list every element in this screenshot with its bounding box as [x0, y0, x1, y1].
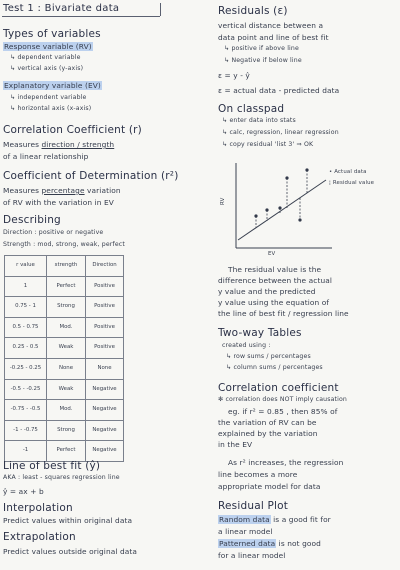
table-header: strength — [47, 256, 86, 277]
table-cell: Weak — [47, 379, 86, 400]
table-cell: Strong — [47, 420, 86, 441]
explanatory-axis: ↳ horizontal axis (x-axis) — [10, 105, 92, 112]
example-line-3: explained by the variation — [218, 429, 318, 438]
table-header-row — [5, 256, 124, 277]
table-cell: -0.5 - -0.25 — [5, 379, 47, 400]
table-cell: Positive — [86, 317, 124, 338]
table-row — [5, 379, 124, 400]
table-cell: Positive — [86, 297, 124, 318]
twoway-heading: Two-way Tables — [218, 327, 302, 339]
residuals-equation: ε = y - ŷ — [218, 71, 250, 80]
describing-heading: Describing — [3, 214, 61, 226]
residual-plot-line-3: Patterned data is not good — [219, 539, 321, 548]
table-cell: Perfect — [47, 441, 86, 462]
data-point — [298, 218, 301, 221]
table-cell: Positive — [86, 338, 124, 359]
table-row — [5, 276, 124, 297]
table-cell: None — [86, 358, 124, 379]
example-line-1: eg. if r² = 0.85 , then 85% of — [228, 407, 338, 416]
residual-plot-line-2: a linear model — [218, 527, 273, 536]
response-variable-label: Response variable (RV) — [4, 42, 92, 51]
graph-legend-residual: ¦ Residual value — [329, 180, 375, 186]
table-cell: Negative — [86, 441, 124, 462]
interpolation-heading: Interpolation — [3, 502, 73, 514]
table-row — [5, 358, 124, 379]
table-cell: 0.25 - 0.5 — [5, 338, 47, 359]
residuals-negative: ↳ Negative if below line — [224, 57, 302, 64]
table-row — [5, 317, 124, 338]
data-point — [265, 208, 268, 211]
example-line-2: the variation of RV can be — [218, 418, 317, 427]
residual-para-5: the line of best fit / regression line — [218, 309, 349, 318]
response-dependent: ↳ dependent variable — [10, 54, 81, 61]
corr-heading: Correlation Coefficient (r) — [3, 124, 142, 136]
twoway-col: ↳ column sums / percentages — [226, 364, 323, 371]
table-cell: 1 — [5, 276, 47, 297]
lobf-equation: ŷ = ax + b — [3, 487, 44, 496]
table-row — [5, 400, 124, 421]
table-cell: Negative — [86, 400, 124, 421]
table-cell: -1 - -0.75 — [5, 420, 47, 441]
corr-desc-1: Measures direction / strength — [3, 140, 115, 149]
residuals-equation-words: ε = actual data - predicted data — [218, 86, 340, 95]
table-header: Direction — [86, 256, 124, 277]
table-cell: Negative — [86, 420, 124, 441]
table-cell: -0.25 - 0.25 — [5, 358, 47, 379]
table-header: r value — [5, 256, 47, 277]
data-point — [254, 214, 257, 217]
types-heading: Types of variables — [3, 28, 101, 40]
direction-line: Direction : positive or negative — [3, 229, 104, 236]
residual-para-2: difference between the actual — [218, 276, 333, 285]
table-cell: 0.5 - 0.75 — [5, 317, 47, 338]
table-cell: Positive — [86, 276, 124, 297]
classpad-heading: On classpad — [218, 103, 285, 115]
table-cell: Mod. — [47, 317, 86, 338]
explanatory-variable-label: Explanatory variable (EV) — [4, 81, 101, 90]
residuals-desc-2: data point and line of best fit — [218, 33, 329, 42]
residuals-desc-1: vertical distance between a — [218, 21, 324, 30]
table-cell: Mod. — [47, 400, 86, 421]
table-cell: Strong — [47, 297, 86, 318]
corrcause-line: ✻ correlation does NOT imply causation — [218, 396, 347, 403]
classpad-step-1: ↳ enter data into stats — [222, 117, 296, 124]
strength-line: Strength : mod, strong, weak, perfect — [3, 241, 125, 248]
interpolation-desc: Predict values within original data — [3, 516, 133, 525]
cod-heading: Coefficient of Determination (r²) — [3, 170, 179, 182]
table-row — [5, 420, 124, 441]
residuals-heading: Residuals (ε) — [218, 5, 288, 17]
cod-desc-2: of RV with the variation in EV — [3, 198, 114, 207]
r2-line-2: line becomes a more — [218, 470, 298, 479]
residual-para-4: y value using the equation of — [218, 298, 330, 307]
lobf-heading: Line of best fit (ŷ) — [3, 460, 101, 472]
table-row — [5, 441, 124, 462]
residual-para-3: y value and the predicted — [218, 287, 316, 296]
extrapolation-heading: Extrapolation — [3, 531, 76, 543]
graph-y-label: RV — [220, 197, 226, 205]
table-cell: -1 — [5, 441, 47, 462]
regression-line — [238, 180, 326, 240]
residual-para-1: The residual value is the — [228, 265, 322, 274]
table-row — [5, 338, 124, 359]
table-cell: 0.75 - 1 — [5, 297, 47, 318]
r2-line-1: As r² increases, the regression — [228, 458, 344, 467]
table-cell: Weak — [47, 338, 86, 359]
table-cell: None — [47, 358, 86, 379]
twoway-row: ↳ row sums / percentages — [226, 353, 311, 360]
residual-plot-line-4: for a linear model — [218, 551, 286, 560]
table-cell: Perfect — [47, 276, 86, 297]
data-point — [285, 176, 288, 179]
r-value-table — [4, 255, 124, 462]
twoway-created: created using : — [222, 342, 271, 349]
residual-plot-heading: Residual Plot — [218, 500, 289, 512]
table-cell: Negative — [86, 379, 124, 400]
cod-desc-1: Measures percentage variation — [3, 186, 121, 195]
data-point — [305, 168, 308, 171]
data-point — [278, 206, 281, 209]
explanatory-independent: ↳ independent variable — [10, 94, 87, 101]
corr-desc-2: of a linear relationship — [3, 152, 89, 161]
graph-legend-actual: • Actual data — [329, 169, 367, 175]
example-line-4: in the EV — [218, 440, 253, 449]
residual-plot-line-1: Random data is a good fit for — [219, 515, 331, 524]
title-underline — [2, 16, 160, 17]
corrcause-heading: Correlation coefficient — [218, 382, 339, 394]
page-title: Test 1 : Bivariate data — [3, 3, 120, 14]
classpad-step-3: ↳ copy residual 'list 3' ⇒ OK — [222, 141, 314, 148]
r2-line-3: appropriate model for data — [218, 482, 321, 491]
classpad-step-2: ↳ calc, regression, linear regression — [222, 129, 339, 136]
table-cell: -0.75 - -0.5 — [5, 400, 47, 421]
table-row — [5, 297, 124, 318]
residuals-positive: ↳ positive if above line — [224, 45, 299, 52]
title-underline-marker — [160, 3, 161, 16]
extrapolation-desc: Predict values outside original data — [3, 547, 138, 556]
lobf-aka: AKA : least - squares regression line — [3, 474, 120, 481]
graph-x-label: EV — [268, 251, 276, 257]
response-axis: ↳ vertical axis (y-axis) — [10, 65, 84, 72]
